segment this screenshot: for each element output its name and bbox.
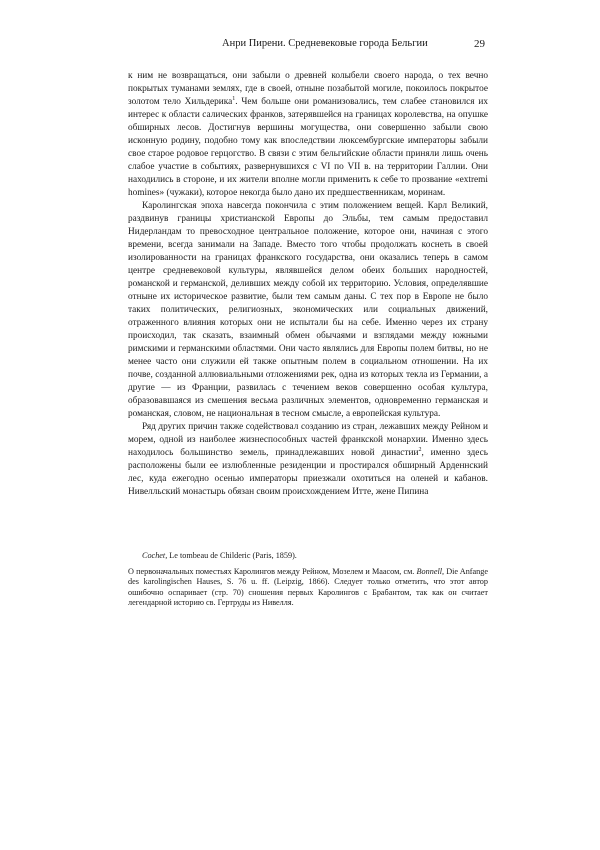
- footnote-2-text-b: Die Anfange des karolingischen Hauses, S. 76 u. ff. (Leipzig, 1866). Следует только отметить, что этот автор ошибочно оспаривает (стр. 70) сношения первых Каролингов с Брабантом, так как он считает легендарной историю св. Гертруды из Нивелля.: [128, 566, 488, 607]
- paragraph-1-text-a: к ним не возвращаться, они забыли о древней колыбели своего народа, о тех вечно покрытых туманами землях, где в своей, отныне позабытой могиле, покоилось покрытое золотом тело Хильдерика: [128, 71, 488, 107]
- footnote-2-text-a: О первоначальных поместьях Каролингов между Рейном, Мозелем и Маасом, см.: [128, 566, 417, 576]
- footnote-2: [128, 567, 488, 609]
- paragraph-1: [128, 70, 488, 200]
- main-text: [128, 70, 488, 499]
- running-header: Анри Пирени. Средневековые города Бельгии: [222, 38, 428, 49]
- paragraph-3-text-b: , именно здесь расположены были ее излюбленные резиденции и простирался обширный Арденнский лес, куда ежегодно осенью императоры приезжали охотиться на оленей и кабанов. Нивелльский монастырь обязан своим происхождением Итте, жене Пипина: [128, 448, 488, 497]
- paragraph-3: [128, 421, 488, 499]
- footnote-1-text: Le tombeau de Childeric (Paris, 1859).: [167, 551, 297, 560]
- paragraph-1-text-b: . Чем больше они романизовались, тем слабее становился их интерес к области салических франков, затерявшейся на границах королевства, на опушке обширных лесов. Достигнув вершины могущества, они совершенно забыли свою исконную родину, подобно тому как впоследствии люксембургские императоры забыли свое старое родовое герцогство. В связи с этим бельгийские области приняли лишь очень слабое участие в событиях, развернувшихся с VI по VII в. на территории Галлии. Они находились в стороне, и их жители вполне могли применить к себе то прозвание «extremi homines» (чужаки), которое некогда было дано их предшественникам, моринам.: [128, 97, 488, 198]
- paragraph-2: Каролингская эпоха навсегда покончила с этим положением вещей. Карл Великий, раздвинув границы христианской Европы до Эльбы, тем самым предоставил Нидерландам то превосходное центральное положение, которое они, начиная с этого времени, всегда занимали на Западе. Вместо того чтобы продолжать коснеть в своей изолированности на границах франкского государства, они оказались теперь в самом центре средневековой культуры, являвшейся делом обеих больших народностей, романской и германской, деливших между собой их территорию. Условия, определявшие отныне их историческое развитие, были тем самым даны. С тех пор в Европе не было таких политических, религиозных, экономических или социальных движений, отраженного влияния которых они не испытали бы на себе. Именно через их страну происходил, так сказать, взаимный обмен обычаями и взглядами между южными римскими и германскими областями. Они часто являлись для Европы полем битвы, но не менее часто они служили ей также опытным полем в социальном отношении. На их почве, созданной аллювиальными отложениями рек, одна из которых текла из Германии, а другие — из Франции, развилась с течением веков совершенно особая культура, образовавшаяся из смешения весьма различных элементов, одновременно германская и романская, словом, не национальная в тесном смысле, а европейская культура.: [128, 201, 488, 419]
- footnote-1-author: Cochet,: [142, 551, 168, 560]
- footnote-ref-1: 1: [232, 96, 236, 102]
- footnote-ref-2: 2: [418, 447, 422, 453]
- footnote-1: [128, 551, 488, 562]
- footnotes: [128, 551, 488, 611]
- page-number: 29: [474, 38, 485, 50]
- footnote-2-author: Bonnell,: [416, 566, 445, 576]
- paragraph-3-text-a: Ряд других причин также содействовал созданию из стран, лежавших между Рейном и морем, одной из наиболее жизнеспособных частей франкской монархии. Именно здесь находилось большинство земель, принадлежавших новой династии: [128, 422, 488, 458]
